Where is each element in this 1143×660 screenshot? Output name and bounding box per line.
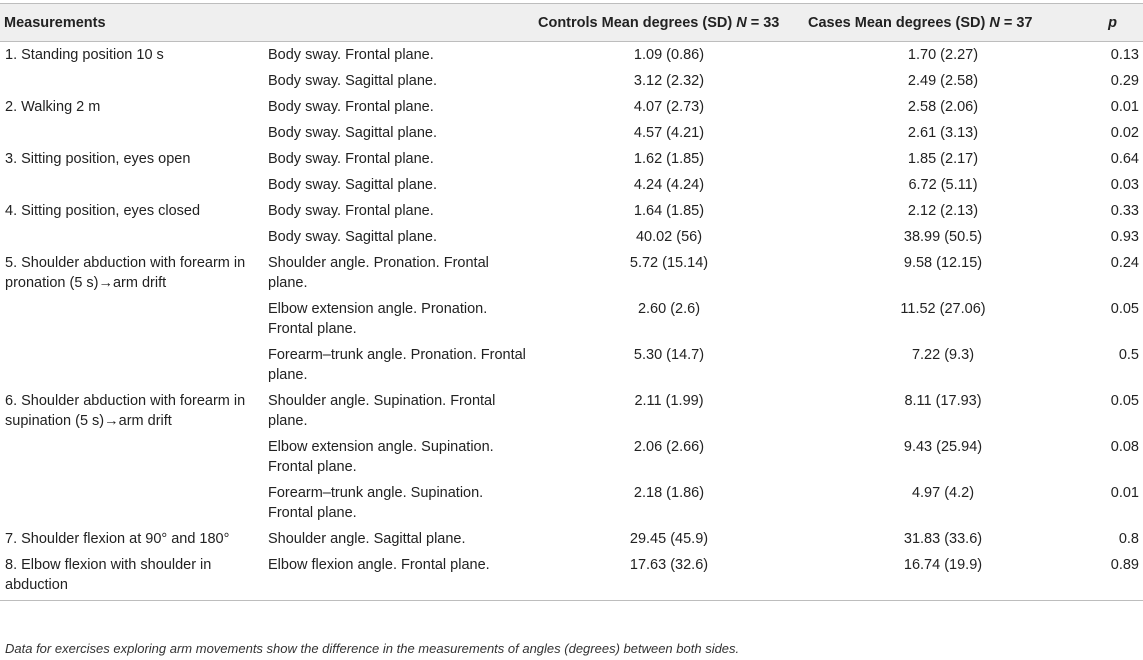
cases-value-cell: 1.85 (2.17) bbox=[907, 151, 979, 167]
table-row bbox=[0, 68, 1143, 94]
p-value-cell: 0.01 bbox=[1110, 99, 1139, 115]
controls-value-cell: 2.11 (1.99) bbox=[634, 393, 704, 409]
detail-cell: Shoulder angle. Pronation. Frontal plane. bbox=[268, 255, 489, 291]
header-measurements: Measurements bbox=[0, 4, 264, 42]
p-value-cell: 0.93 bbox=[1110, 229, 1139, 245]
measurement-cell: 5. Shoulder abduction with forearm in pronation (5 s)→arm drift bbox=[5, 255, 246, 291]
measurement-cell bbox=[0, 68, 264, 94]
controls-value-cell: 4.24 (4.24) bbox=[633, 177, 705, 193]
controls-value-cell: 4.57 (4.21) bbox=[633, 125, 705, 141]
measurement-cell: 1. Standing position 10 s bbox=[5, 47, 164, 63]
cases-value-cell: 7.22 (9.3) bbox=[911, 347, 975, 363]
detail-cell: Body sway. Frontal plane. bbox=[268, 99, 434, 115]
table-row bbox=[0, 480, 1143, 526]
detail-cell: Body sway. Frontal plane. bbox=[268, 47, 434, 63]
table-row bbox=[0, 120, 1143, 146]
table-row bbox=[0, 42, 1143, 69]
cases-value-cell: 2.12 (2.13) bbox=[907, 203, 979, 219]
measurement-cell bbox=[0, 120, 264, 146]
controls-value-cell: 5.30 (14.7) bbox=[633, 347, 705, 363]
p-value-cell: 0.05 bbox=[1110, 393, 1139, 409]
detail-cell: Body sway. Frontal plane. bbox=[268, 151, 434, 167]
detail-cell: Body sway. Sagittal plane. bbox=[268, 229, 437, 245]
detail-cell: Forearm–trunk angle. Pronation. Frontal plane. bbox=[268, 347, 526, 383]
p-value-cell: 0.29 bbox=[1110, 73, 1139, 89]
p-value-cell: 0.24 bbox=[1110, 255, 1139, 271]
measurement-cell bbox=[0, 434, 264, 480]
controls-value-cell: 5.72 (15.14) bbox=[629, 255, 709, 271]
detail-cell: Elbow flexion angle. Frontal plane. bbox=[264, 552, 534, 601]
measurement-cell: 3. Sitting position, eyes open bbox=[5, 151, 191, 167]
p-value-cell: 0.5 bbox=[1118, 347, 1139, 363]
table-footnote: Data for exercises exploring arm movements show the difference in the measurements of angles (degrees) between both sides. bbox=[5, 641, 740, 656]
cases-value-cell: 8.11 (17.93) bbox=[904, 393, 982, 409]
cases-value-cell: 2.61 (3.13) bbox=[907, 125, 979, 141]
table-row bbox=[0, 296, 1143, 342]
cases-value-cell: 16.74 (19.9) bbox=[804, 552, 1082, 601]
controls-value-cell: 2.18 (1.86) bbox=[633, 485, 705, 501]
controls-value-cell: 17.63 (32.6) bbox=[534, 552, 804, 601]
detail-cell: Body sway. Frontal plane. bbox=[268, 203, 434, 219]
detail-cell: Forearm–trunk angle. Supination. Frontal plane. bbox=[268, 485, 484, 521]
p-value-cell: 0.8 bbox=[1118, 531, 1139, 547]
controls-value-cell: 40.02 (56) bbox=[635, 229, 703, 245]
table-row bbox=[0, 198, 1143, 224]
controls-value-cell: 1.09 (0.86) bbox=[633, 47, 705, 63]
table-row bbox=[0, 388, 1143, 434]
table-row bbox=[0, 94, 1143, 120]
p-value-cell: 0.13 bbox=[1110, 47, 1139, 63]
detail-cell: Body sway. Sagittal plane. bbox=[268, 177, 437, 193]
table-row bbox=[0, 172, 1143, 198]
measurement-cell: 8. Elbow flexion with shoulder in abduction bbox=[0, 552, 264, 601]
measurement-cell bbox=[0, 342, 264, 388]
table-row bbox=[0, 342, 1143, 388]
measurement-cell bbox=[0, 480, 264, 526]
header-cases: Cases Mean degrees (SD) N = 37 bbox=[804, 4, 1082, 42]
cases-value-cell: 2.49 (2.58) bbox=[907, 73, 979, 89]
controls-value-cell: 4.07 (2.73) bbox=[633, 99, 705, 115]
header-detail bbox=[264, 4, 534, 42]
table-header-row bbox=[0, 4, 1143, 42]
detail-cell: Shoulder angle. Supination. Frontal plane. bbox=[268, 393, 496, 429]
measurement-cell: 6. Shoulder abduction with forearm in supination (5 s)→arm drift bbox=[5, 393, 246, 429]
header-controls: Controls Mean degrees (SD) N = 33 bbox=[534, 4, 804, 42]
detail-cell: Elbow extension angle. Supination. Frontal plane. bbox=[268, 439, 494, 475]
table-row bbox=[0, 526, 1143, 552]
controls-value-cell: 1.64 (1.85) bbox=[633, 203, 705, 219]
controls-value-cell: 2.06 (2.66) bbox=[633, 439, 705, 455]
measurement-cell bbox=[0, 172, 264, 198]
table-row bbox=[0, 250, 1143, 296]
controls-value-cell: 3.12 (2.32) bbox=[633, 73, 705, 89]
table-row bbox=[0, 434, 1143, 480]
p-value-cell: 0.02 bbox=[1110, 125, 1139, 141]
cases-value-cell: 2.58 (2.06) bbox=[907, 99, 979, 115]
controls-value-cell: 2.60 (2.6) bbox=[637, 301, 701, 317]
table-row bbox=[0, 146, 1143, 172]
table-row bbox=[0, 552, 1143, 601]
cases-value-cell: 1.70 (2.27) bbox=[907, 47, 979, 63]
p-value-cell: 0.33 bbox=[1110, 203, 1139, 219]
controls-value-cell: 29.45 (45.9) bbox=[629, 531, 709, 547]
measurement-cell: 7. Shoulder flexion at 90° and 180° bbox=[5, 531, 230, 547]
measurement-cell: 4. Sitting position, eyes closed bbox=[5, 203, 201, 219]
controls-value-cell: 1.62 (1.85) bbox=[633, 151, 705, 167]
measurement-cell bbox=[0, 296, 264, 342]
p-value-cell: 0.89 bbox=[1082, 552, 1143, 601]
p-value-cell: 0.08 bbox=[1110, 439, 1139, 455]
cases-value-cell: 9.43 (25.94) bbox=[903, 439, 983, 455]
p-value-cell: 0.01 bbox=[1110, 485, 1139, 501]
cases-value-cell: 11.52 (27.06) bbox=[900, 301, 986, 317]
detail-cell: Body sway. Sagittal plane. bbox=[268, 73, 437, 89]
detail-cell: Shoulder angle. Sagittal plane. bbox=[268, 531, 466, 547]
measurement-cell bbox=[0, 224, 264, 250]
cases-value-cell: 6.72 (5.11) bbox=[908, 177, 978, 193]
p-value-cell: 0.05 bbox=[1110, 301, 1139, 317]
table-body bbox=[0, 42, 1143, 601]
detail-cell: Body sway. Sagittal plane. bbox=[268, 125, 437, 141]
measurement-cell: 2. Walking 2 m bbox=[5, 99, 101, 115]
p-value-cell: 0.64 bbox=[1110, 151, 1139, 167]
cases-value-cell: 4.97 (4.2) bbox=[911, 485, 975, 501]
cases-value-cell: 9.58 (12.15) bbox=[903, 255, 983, 271]
detail-cell: Elbow extension angle. Pronation. Frontal plane. bbox=[268, 301, 488, 337]
header-p-value: p bbox=[1082, 4, 1143, 42]
measurements-table bbox=[0, 3, 1143, 601]
cases-value-cell: 31.83 (33.6) bbox=[903, 531, 983, 547]
p-value-cell: 0.03 bbox=[1110, 177, 1139, 193]
cases-value-cell: 38.99 (50.5) bbox=[903, 229, 983, 245]
table-row bbox=[0, 224, 1143, 250]
